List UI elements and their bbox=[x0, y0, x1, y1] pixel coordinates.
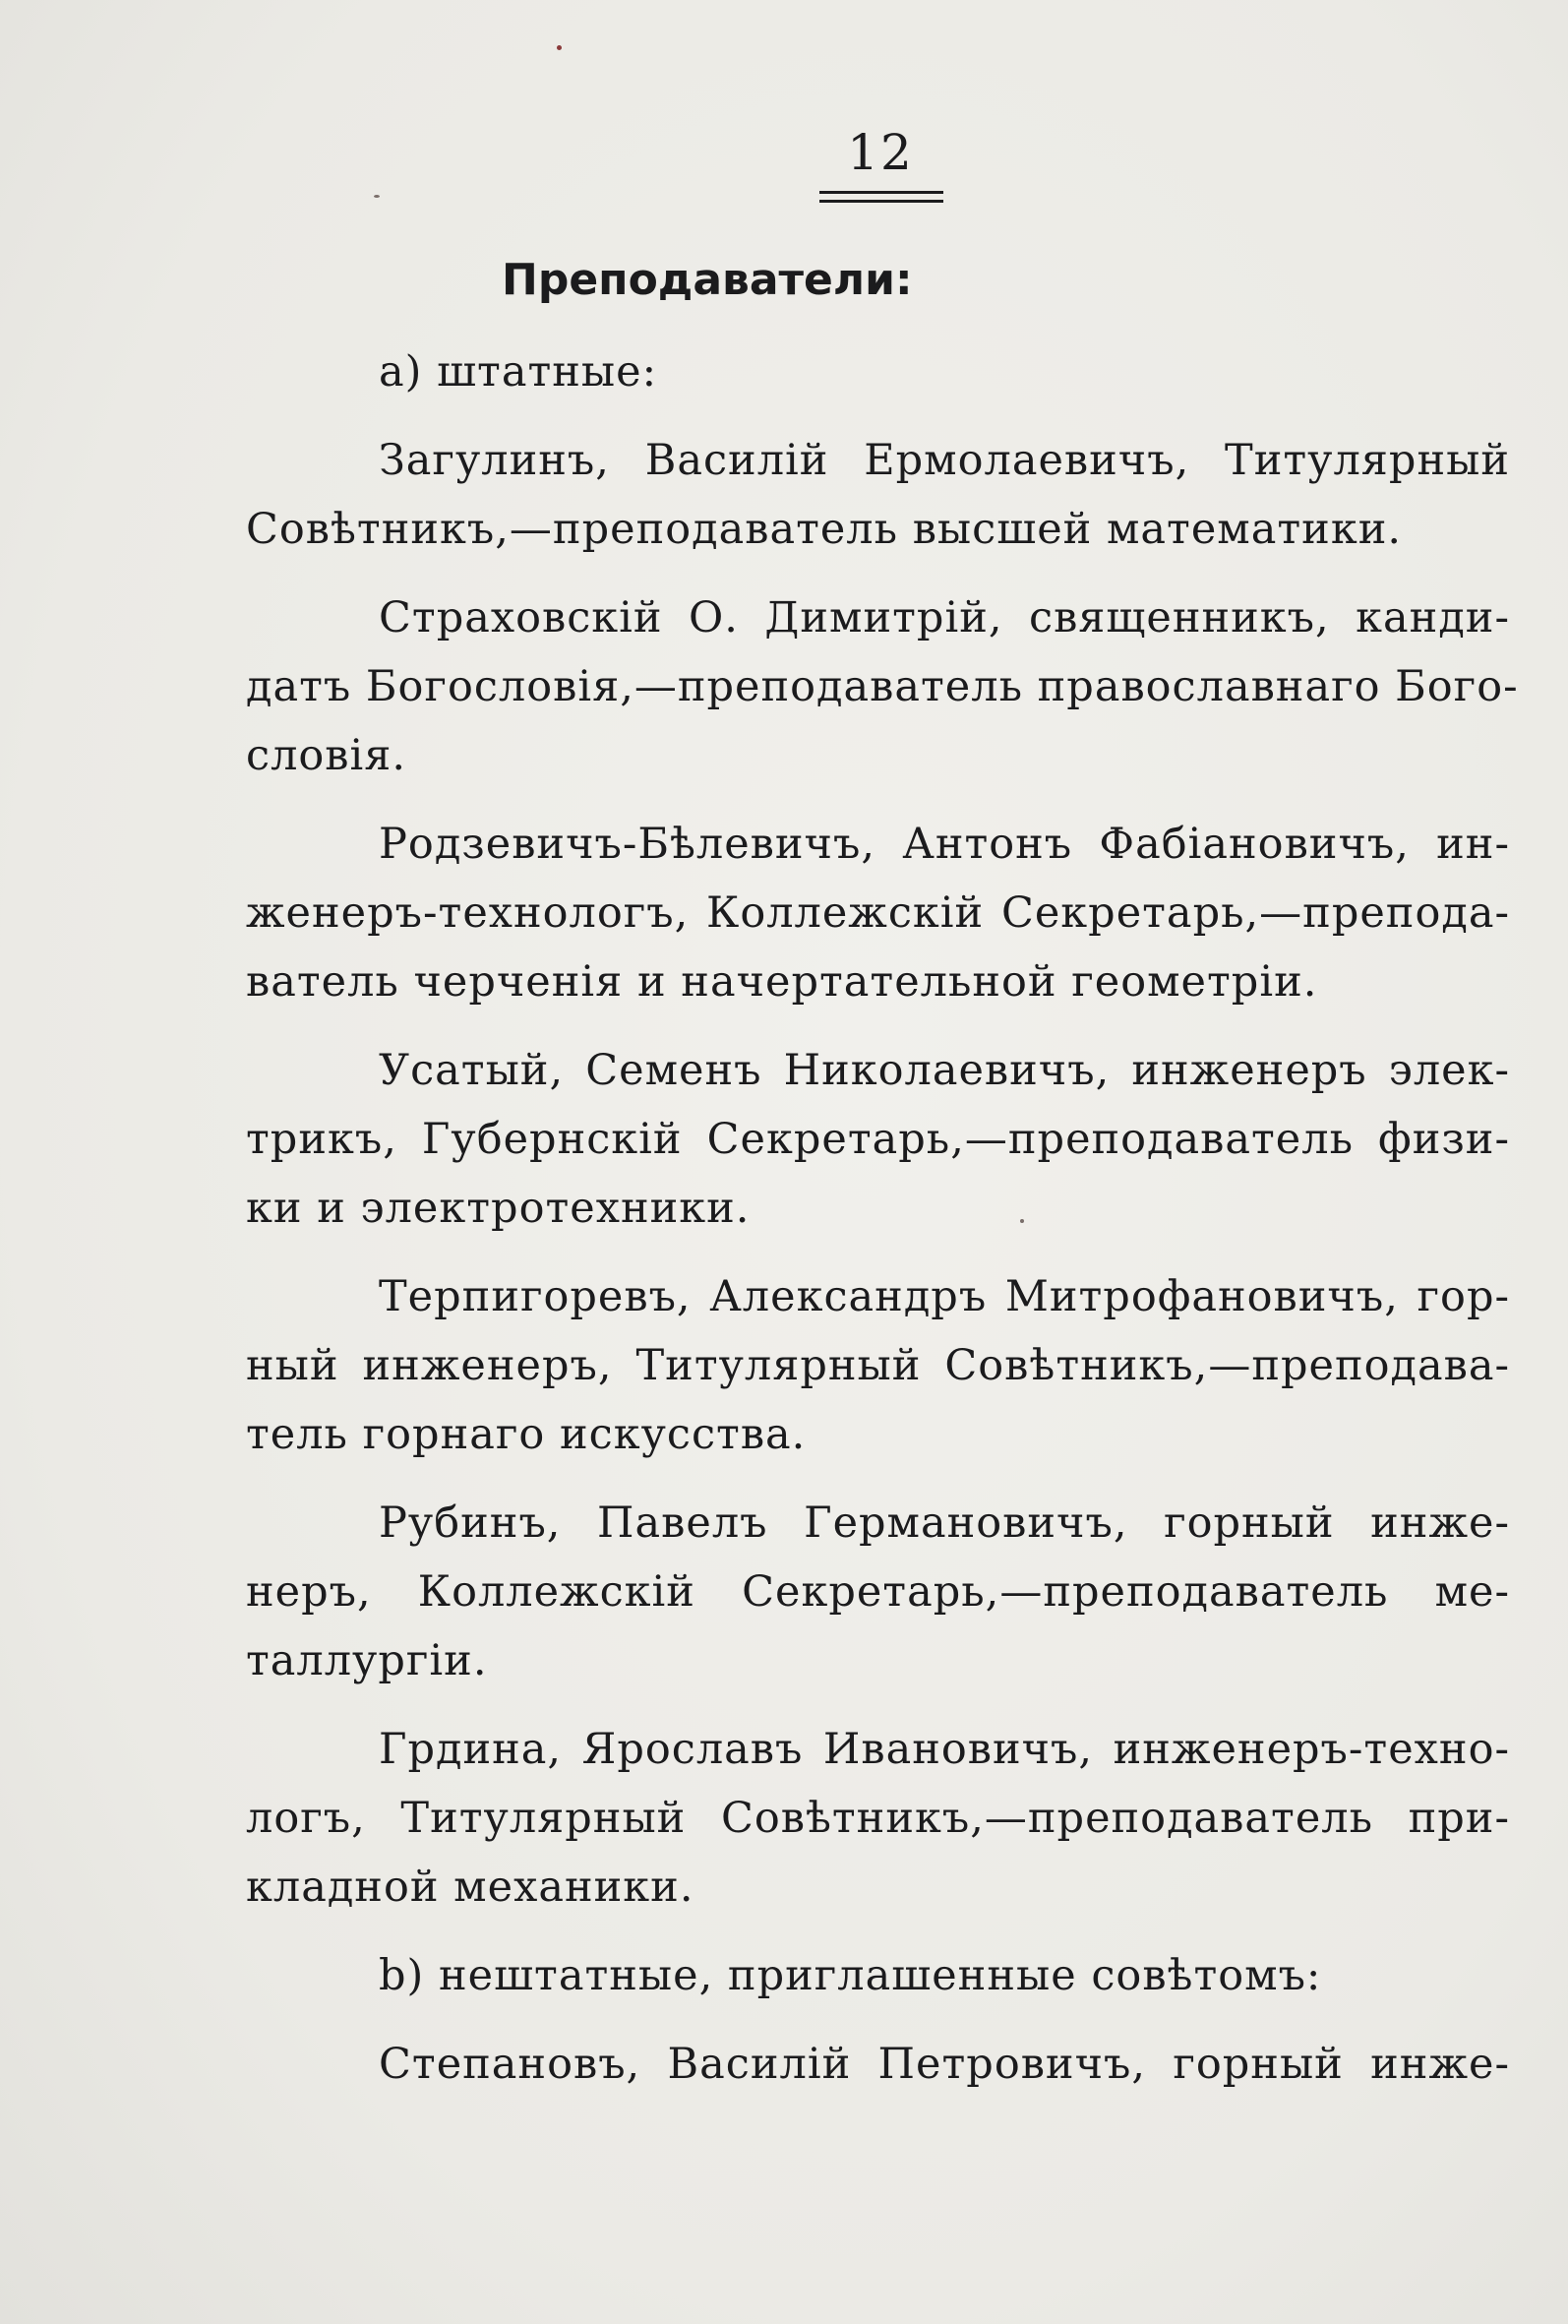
text-line: Степановъ, Василій Петровичъ, горный инже- bbox=[379, 2040, 1510, 2089]
text-line: таллургіи. bbox=[246, 1636, 488, 1685]
text-line: ки и электротехники. bbox=[246, 1184, 751, 1233]
subsection-label: а) штатные: bbox=[379, 347, 658, 397]
text-line: Усатый, Семенъ Николаевичъ, инженеръ элек- bbox=[379, 1046, 1510, 1095]
text-line: трикъ, Губернскій Секретарь,—преподаватель физи- bbox=[246, 1115, 1510, 1164]
text-line: Рубинъ, Павелъ Германовичъ, горный инже- bbox=[379, 1498, 1510, 1548]
text-line: словія. bbox=[246, 731, 407, 780]
page-number-underline bbox=[819, 191, 943, 194]
text-line: неръ, Коллежскій Секретарь,—преподаватель ме- bbox=[246, 1567, 1510, 1617]
text-line: Терпигоревъ, Александръ Митрофановичъ, гор- bbox=[379, 1272, 1510, 1321]
text-line: женеръ-технологъ, Коллежскій Секретарь,—препода- bbox=[246, 888, 1510, 938]
paper-speck bbox=[557, 45, 562, 50]
text-line: логъ, Титулярный Совѣтникъ,—преподаватель при- bbox=[246, 1794, 1510, 1843]
text-line: Загулинъ, Василій Ермолаевичъ, Титулярный bbox=[379, 436, 1510, 485]
text-line: Грдина, Ярославъ Ивановичъ, инженеръ-техно- bbox=[379, 1725, 1510, 1774]
text-line: Страховскій О. Димитрій, священникъ, канди- bbox=[379, 593, 1510, 642]
text-line: ватель черченія и начертательной геометріи. bbox=[246, 957, 1318, 1007]
page-number-underline bbox=[819, 200, 943, 203]
text-line: Родзевичъ-Бѣлевичъ, Антонъ Фабіановичъ, ин- bbox=[379, 820, 1510, 869]
subsection-label: b) нештатные, приглашенные совѣтомъ: bbox=[379, 1951, 1322, 2000]
page-number: 12 bbox=[847, 124, 914, 181]
section-heading: Преподаватели: bbox=[502, 255, 913, 305]
text-line: Совѣтникъ,—преподаватель высшей математики. bbox=[246, 505, 1403, 554]
paper-speck bbox=[374, 195, 380, 198]
text-line: ный инженеръ, Титулярный Совѣтникъ,—преподава- bbox=[246, 1341, 1510, 1390]
text-line: кладной механики. bbox=[246, 1863, 694, 1912]
text-line: тель горнаго искусства. bbox=[246, 1410, 807, 1459]
text-line: датъ Богословія,—преподаватель православнаго Бого- bbox=[246, 662, 1519, 711]
